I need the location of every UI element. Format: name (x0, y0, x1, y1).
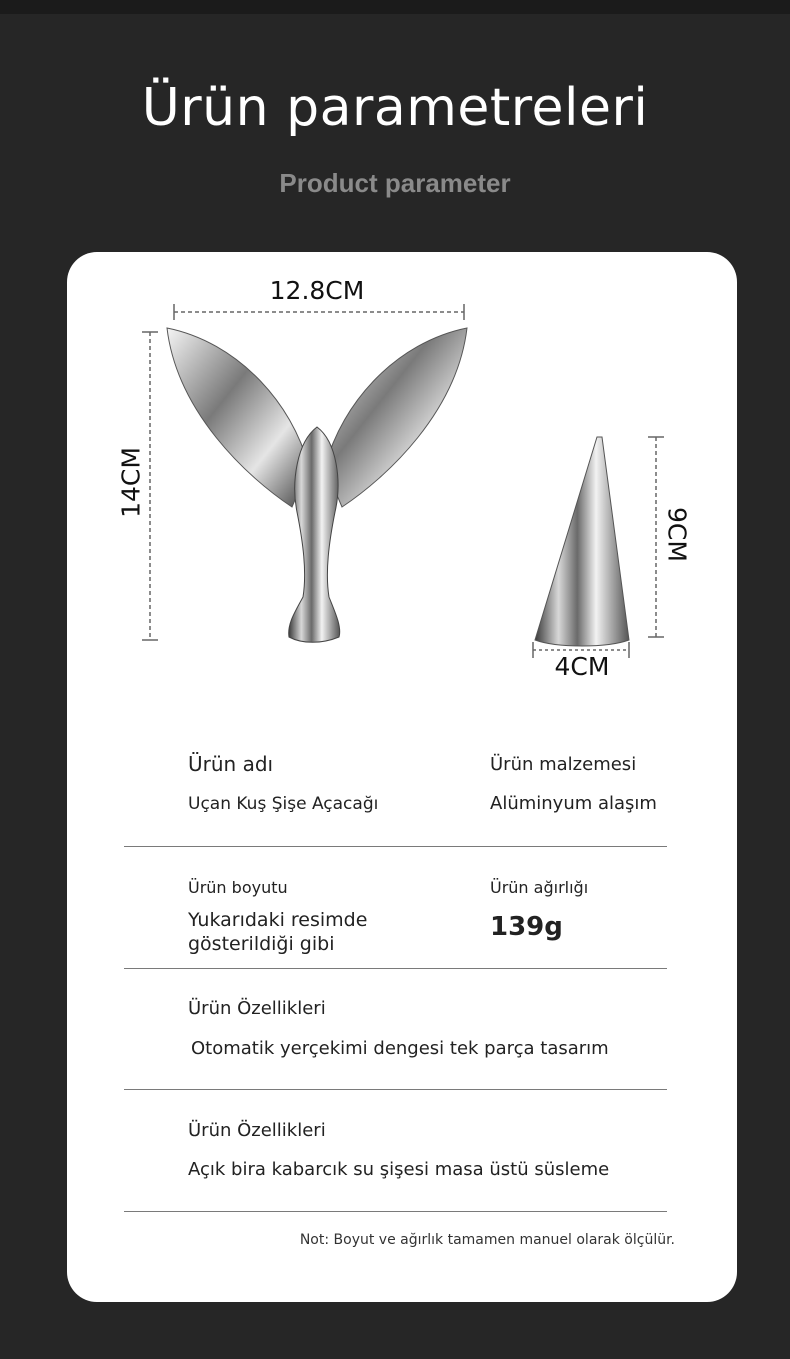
top-bar (0, 0, 790, 14)
bird-width-dimension-line (174, 304, 464, 320)
divider (124, 1089, 667, 1090)
product-feature-2-label: Ürün Özellikleri (188, 1120, 326, 1141)
product-weight-label: Ürün ağırlığı (490, 878, 589, 897)
bird-opener-image (167, 328, 467, 642)
product-illustration (67, 252, 737, 692)
product-size-value-line1: Yukarıdaki resimde (188, 909, 368, 931)
page-title: Ürün parametreleri (141, 78, 649, 138)
product-name-label: Ürün adı (188, 752, 274, 776)
product-feature-2-value: Açık bira kabarcık su şişesi masa üstü süsleme (188, 1159, 610, 1180)
cone-height-label: 9CM (662, 507, 692, 562)
divider (124, 1211, 667, 1212)
cone-width-label: 4CM (554, 652, 610, 681)
product-feature-1-label: Ürün Özellikleri (188, 998, 326, 1019)
product-name-value: Uçan Kuş Şişe Açacağı (188, 794, 379, 814)
product-size-label: Ürün boyutu (188, 878, 288, 897)
bird-height-label: 14CM (116, 447, 146, 518)
product-size-value (188, 908, 367, 956)
measurement-note: Not: Boyut ve ağırlık tamamen manuel olarak ölçülür. (299, 1232, 675, 1248)
cone-nozzle-image (535, 437, 629, 646)
product-weight-value: 139g (490, 912, 563, 942)
product-size-value-line2: gösterildiği gibi (188, 933, 335, 955)
product-material-label: Ürün malzemesi (490, 754, 637, 775)
divider (124, 846, 667, 847)
product-card (67, 252, 737, 1302)
bird-width-label: 12.8CM (269, 276, 365, 305)
divider (124, 968, 667, 969)
page-subtitle: Product parameter (279, 168, 511, 198)
product-feature-1-value: Otomatik yerçekimi dengesi tek parça tasarım (191, 1038, 609, 1059)
product-material-value: Alüminyum alaşım (490, 793, 657, 814)
